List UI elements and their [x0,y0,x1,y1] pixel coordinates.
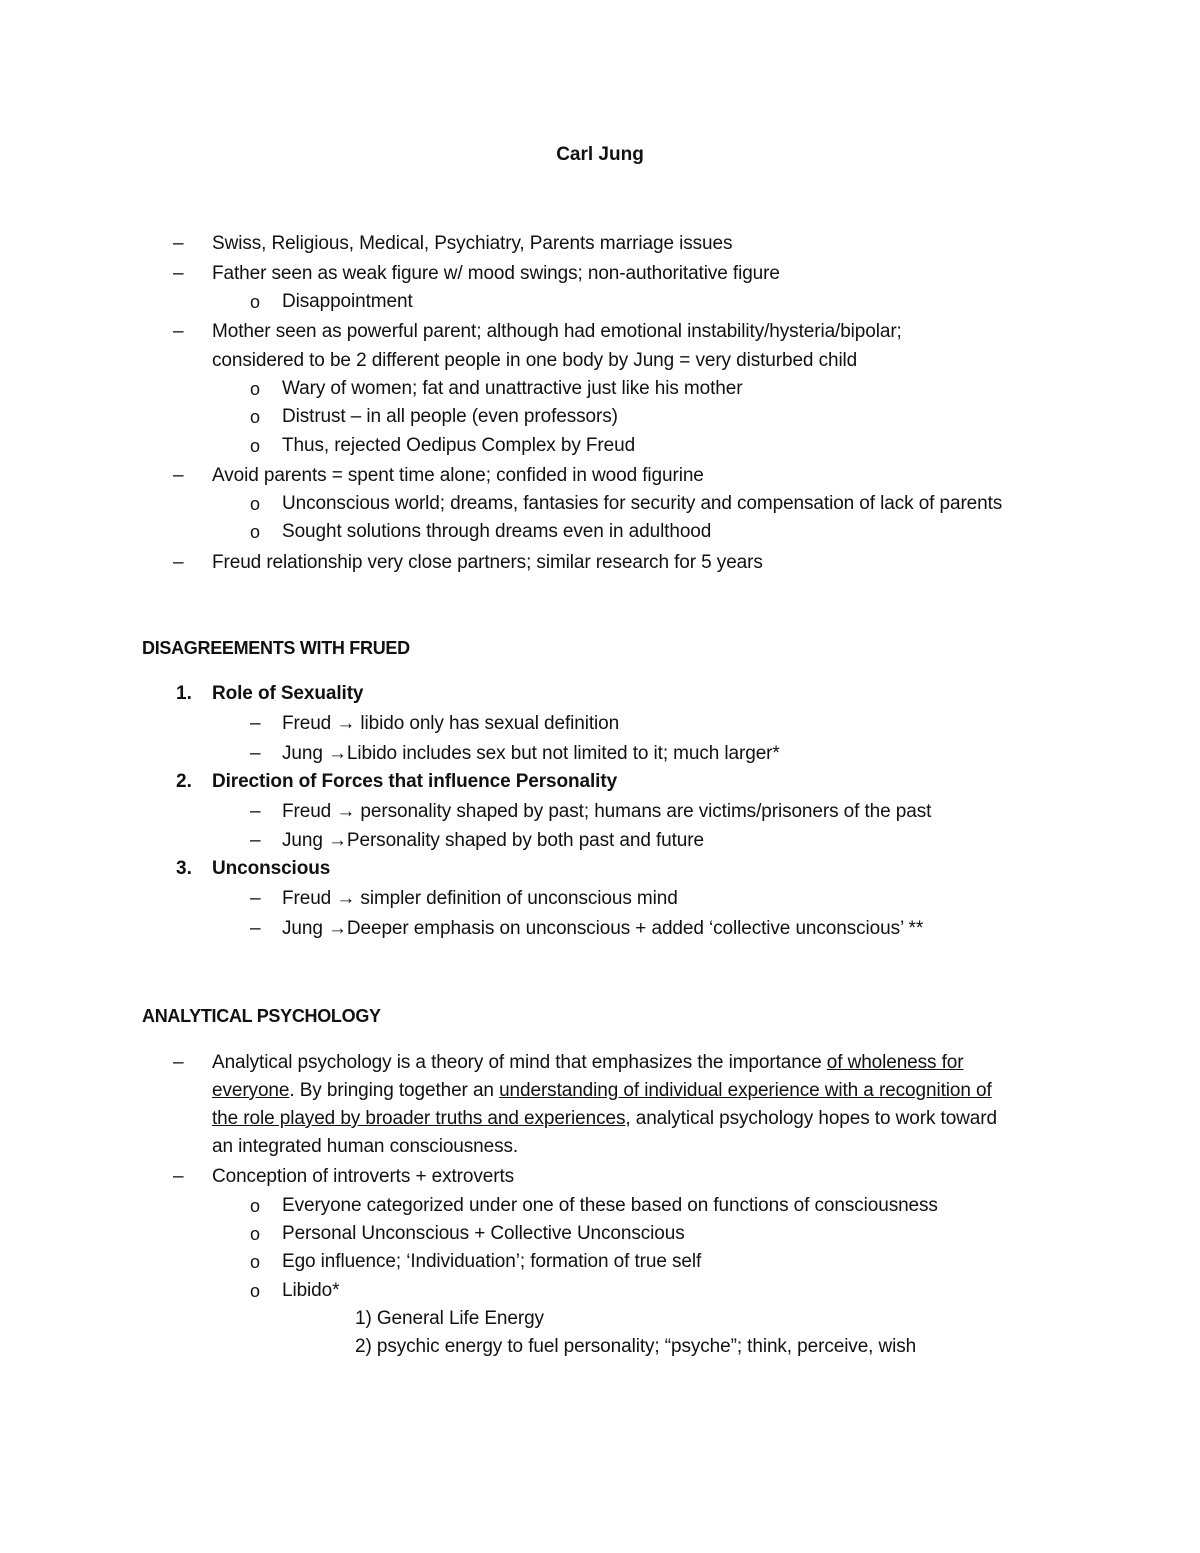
arrow-icon: → [336,801,356,822]
bio-line-3-3: Thus, rejected Oedipus Complex by Freud [282,435,636,456]
circle-bullet: o [250,1196,261,1216]
bio-line-4-2: Sought solutions through dreams even in adulthood [282,521,712,542]
jung-name: Jung [282,918,323,939]
freud-name: Freud [282,801,332,822]
jung-view [282,829,704,853]
libido-point-2: 2) psychic energy to fuel personality; “psyche”; think, perceive, wish [355,1336,917,1357]
jung-text: Personality shaped by both past and future [346,830,704,851]
bio-line-3b: considered to be 2 different people in one body by Jung = very disturbed child [212,350,858,371]
jung-name: Jung [282,743,323,764]
disagreement-title: Direction of Forces that influence Personality [212,771,618,792]
underlined-text: everyone [212,1080,290,1101]
circle-bullet: o [250,1252,261,1272]
analytical-line-2-4: Libido* [282,1280,340,1301]
libido-point-1: 1) General Life Energy [355,1308,544,1329]
dash-bullet: – [250,888,261,909]
freud-name: Freud [282,713,332,734]
arrow-icon: → [336,713,356,734]
jung-name: Jung [282,830,323,851]
freud-view [282,712,619,736]
bio-line-4-1: Unconscious world; dreams, fantasies for security and compensation of lack of parents [282,493,1003,514]
underlined-text: understanding of individual experience with a recognition of [499,1080,992,1101]
jung-view [282,742,780,766]
dash-bullet: – [173,1052,184,1073]
arrow-icon: → [336,888,356,909]
circle-bullet: o [250,436,261,456]
section-heading-analytical: ANALYTICAL PSYCHOLOGY [142,1006,381,1026]
dash-bullet: – [250,743,261,764]
section-heading-disagreements: DISAGREEMENTS WITH FRUED [142,638,410,658]
analytical-line-2: Conception of introverts + extroverts [212,1166,515,1187]
bio-line-2: Father seen as weak figure w/ mood swings; non-authoritative figure [212,263,780,284]
freud-text: simpler definition of unconscious mind [360,888,678,909]
analytical-para-line-4: an integrated human consciousness. [212,1136,519,1157]
arrow-icon: → [328,918,347,939]
analytical-line-2-2: Personal Unconscious + Collective Unconscious [282,1223,685,1244]
circle-bullet: o [250,407,261,427]
dash-bullet: – [250,801,261,822]
analytical-line-2-3: Ego influence; ‘Individuation’; formation of true self [282,1251,702,1272]
freud-text: personality shaped by past; humans are victims/prisoners of the past [360,801,932,822]
dash-bullet: – [173,1166,184,1187]
circle-bullet: o [250,494,261,514]
circle-bullet: o [250,1281,261,1301]
para-text: , analytical psychology hopes to work toward [625,1108,997,1129]
freud-view [282,887,678,911]
para-text: Analytical psychology is a theory of mind that emphasizes the importance [212,1052,827,1073]
bio-line-3a: Mother seen as powerful parent; although had emotional instability/hysteria/bipolar; [212,321,902,342]
list-number: 2. [176,771,192,792]
underlined-text: the role played by broader truths and experiences [212,1108,626,1129]
para-text: . By bringing together an [289,1080,500,1101]
disagreement-title: Role of Sexuality [212,683,364,704]
dash-bullet: – [173,552,184,573]
list-number: 1. [176,683,192,704]
underlined-text: of wholeness for [826,1052,964,1073]
dash-bullet: – [250,713,261,734]
analytical-para-line-3 [212,1107,997,1131]
arrow-icon: → [328,830,347,851]
disagreement-title: Unconscious [212,858,331,879]
bio-line-5: Freud relationship very close partners; similar research for 5 years [212,552,763,573]
dash-bullet: – [250,918,261,939]
freud-text: libido only has sexual definition [360,713,620,734]
circle-bullet: o [250,522,261,542]
jung-text: Deeper emphasis on unconscious + added ‘collective unconscious’ ** [346,918,924,939]
analytical-para-line-2 [212,1079,992,1103]
circle-bullet: o [250,1224,261,1244]
dash-bullet: – [173,263,184,284]
dash-bullet: – [250,830,261,851]
bio-line-3-1: Wary of women; fat and unattractive just like his mother [282,378,743,399]
dash-bullet: – [173,321,184,342]
list-number: 3. [176,858,192,879]
dash-bullet: – [173,233,184,254]
bio-line-4: Avoid parents = spent time alone; confided in wood figurine [212,465,704,486]
bio-line-3-2: Distrust – in all people (even professors) [282,406,618,427]
analytical-line-2-1: Everyone categorized under one of these based on functions of consciousness [282,1195,938,1216]
circle-bullet: o [250,292,261,312]
page-title: Carl Jung [556,144,644,165]
bio-line-2a: Disappointment [282,291,413,312]
jung-view [282,917,923,941]
circle-bullet: o [250,379,261,399]
jung-text: Libido includes sex but not limited to it; much larger* [346,743,780,764]
freud-view [282,800,931,824]
freud-name: Freud [282,888,332,909]
bio-line-1: Swiss, Religious, Medical, Psychiatry, Parents marriage issues [212,233,733,254]
arrow-icon: → [328,743,347,764]
dash-bullet: – [173,465,184,486]
analytical-para-line-1 [212,1051,964,1075]
